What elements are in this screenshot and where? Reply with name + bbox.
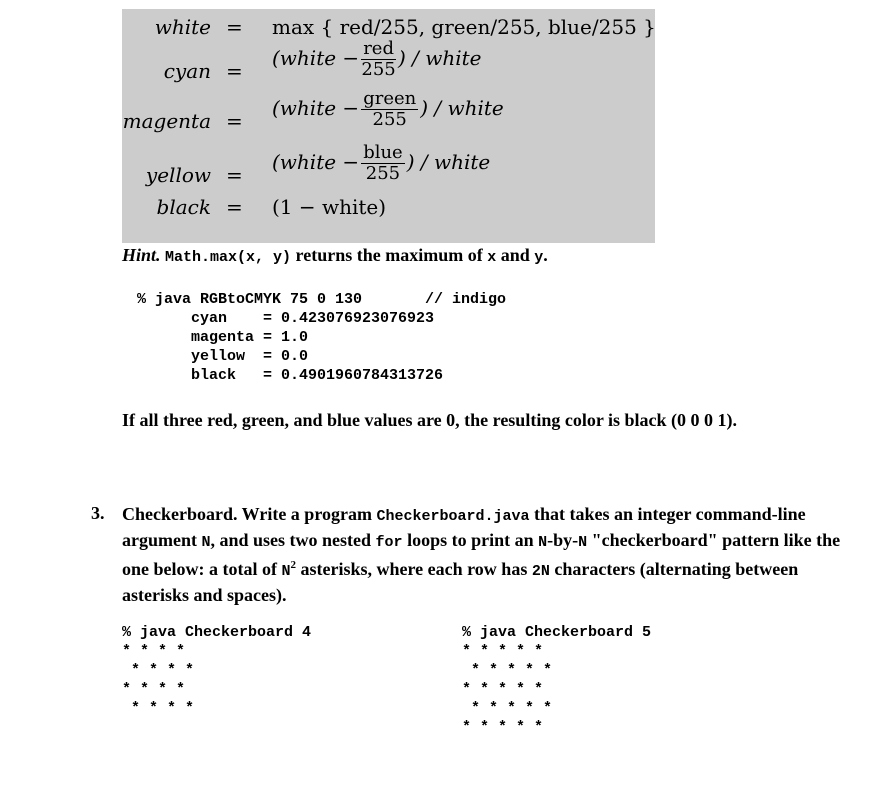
formula-yellow <box>122 142 655 195</box>
fraction-denominator: 255 <box>372 109 407 130</box>
exercise-code: N <box>538 533 548 551</box>
exercise-code: Checkerboard.java <box>376 508 530 525</box>
fraction-numerator: blue <box>363 142 403 163</box>
exercise-text: loops to print an <box>402 529 539 550</box>
equals-sign: = <box>226 195 243 219</box>
formula-black <box>122 195 655 235</box>
formula-name: black <box>156 195 211 219</box>
equals-sign: = <box>226 59 243 83</box>
hint-text: and <box>496 245 535 265</box>
exercise-code: N <box>578 533 588 551</box>
formula-open: (white − <box>272 96 360 120</box>
exercise-code: 2N <box>531 563 550 580</box>
hint-code: x <box>487 249 497 266</box>
exercise-superscript: 2 <box>290 559 296 571</box>
exercise-text: Checkerboard. Write a program <box>122 504 377 524</box>
checkerboard-5-output: % java Checkerboard 5 * * * * * * * * * * * * * * * * * * * * * * * * * <box>462 624 652 736</box>
formula-magenta <box>122 88 655 141</box>
fraction-numerator: green <box>363 88 417 109</box>
formula-close: ) / white <box>420 96 504 120</box>
hint-label: Hint. <box>122 245 161 265</box>
fraction <box>361 39 396 80</box>
formula-name: yellow <box>145 163 211 187</box>
exercise-text: that takes an integer command-line argument <box>122 504 806 550</box>
equals-sign: = <box>226 163 243 187</box>
formula-name: white <box>154 15 211 39</box>
formula-cyan <box>122 38 655 91</box>
exercise-text: characters (alternating between asterisks and spaces). <box>122 559 799 605</box>
fraction <box>361 143 405 184</box>
hint-text: . <box>543 245 548 265</box>
rgb-to-cmyk-example-output: % java RGBtoCMYK 75 0 130 // indigo cyan = 0.423076923076923 magenta = 1.0 yellow = 0.0 black = 0.4901960784313726 <box>137 291 507 384</box>
exercise-code: for <box>375 533 403 551</box>
hint-code: Math.max(x, y) <box>165 249 292 266</box>
black-note: If all three red, green, and blue values are 0, the resulting color is black (0 0 0 1). <box>122 410 737 430</box>
formula-close: ) / white <box>397 46 482 70</box>
fraction-numerator: red <box>363 38 394 59</box>
fraction-denominator: 255 <box>365 163 401 184</box>
exercise-text: -by- <box>547 529 579 550</box>
exercise-text: asterisks, where each row has <box>296 559 532 579</box>
formula-name: cyan <box>163 59 211 83</box>
formula-close: ) / white <box>406 150 491 174</box>
formula-expression: (1 − white) <box>272 195 387 219</box>
equals-sign: = <box>226 15 243 39</box>
hint-code: y <box>534 249 544 266</box>
hint-line <box>122 245 548 266</box>
equals-sign: = <box>226 109 243 133</box>
formula-box <box>122 9 655 243</box>
exercise-code: N <box>281 563 291 580</box>
formula-open: (white − <box>272 46 360 70</box>
exercise-text: , and uses two nested <box>210 529 376 550</box>
exercise-description <box>122 503 842 607</box>
checkerboard-4-output: % java Checkerboard 4 * * * * * * * * * * * * * * * * <box>122 624 312 717</box>
hint-text: returns the maximum of <box>291 245 488 265</box>
fraction-denominator: 255 <box>361 59 396 80</box>
formula-name: magenta <box>122 109 211 133</box>
exercise-number: 3. <box>91 503 105 523</box>
exercise-text: "checkerboard" pattern like the one below: a total of <box>122 529 841 579</box>
exercise-code: N <box>201 533 211 551</box>
formula-expression: max { red/255, green/255, blue/255 } <box>272 15 656 39</box>
fraction <box>361 89 418 130</box>
formula-open: (white − <box>272 150 360 174</box>
